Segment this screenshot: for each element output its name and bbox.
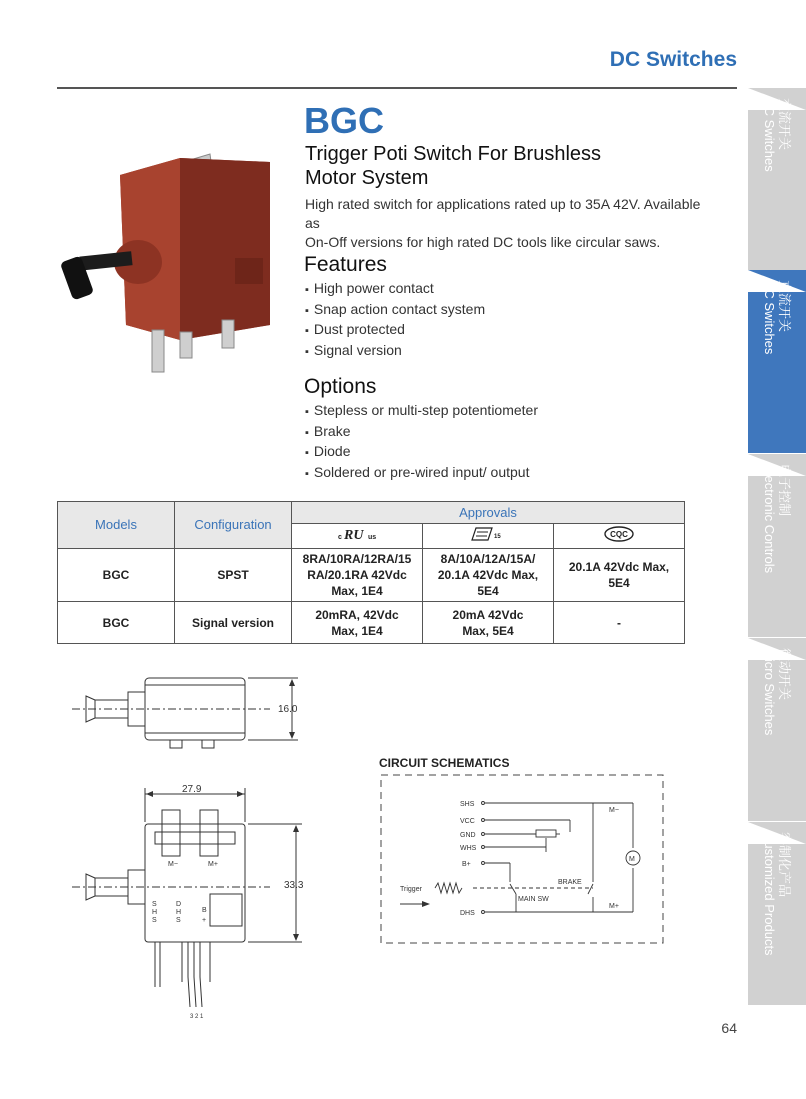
cell-config: Signal version <box>175 602 292 644</box>
enec-mark <box>423 524 554 549</box>
subtitle-line: Trigger Poti Switch For Brushless <box>305 143 602 165</box>
svg-text:S: S <box>152 901 157 908</box>
list-item: ▪ Soldered or pre-wired input/ output <box>305 463 538 484</box>
cell-cqc: - <box>554 602 685 644</box>
product-description <box>305 195 715 252</box>
terminal-m-minus: M− <box>168 861 178 868</box>
label-shs: SHS <box>460 801 475 808</box>
terminal-m-plus: M+ <box>208 861 218 868</box>
tab-label-cn: 客制化产品 <box>777 832 792 898</box>
svg-text:B: B <box>202 907 207 914</box>
description-line: High rated switch for applications rated up to 35A 42V. Available as <box>305 196 701 231</box>
svg-text:S: S <box>176 917 181 924</box>
svg-text:c: c <box>338 534 342 541</box>
cell-model: BGC <box>58 549 175 602</box>
cell-cqc <box>554 549 685 602</box>
header-divider <box>57 87 737 89</box>
section-title: DC Switches <box>609 48 737 71</box>
cqc-logo-icon <box>601 526 637 542</box>
cell-config: SPST <box>175 549 292 602</box>
cell-line: 20mA 42Vdc <box>452 607 524 622</box>
table-row <box>58 549 685 602</box>
tab-label-cn: 微动开关 <box>777 648 792 701</box>
product-photo <box>60 140 280 380</box>
list-item: ▪ Brake <box>305 422 538 443</box>
circuit-schematic <box>378 772 668 947</box>
front-view-drawing <box>70 782 310 1022</box>
cell-enec <box>423 549 554 602</box>
cell-line: 5E4 <box>608 576 630 590</box>
cell-line: 8A/10A/12A/15A/ <box>440 552 536 566</box>
tab-corner <box>748 454 806 476</box>
tab-customized-products[interactable] <box>748 822 806 1005</box>
label-m-minus: M− <box>609 807 619 814</box>
tab-label-cn: 交流开关 <box>777 98 792 151</box>
dim-width-label: 27.9 <box>182 784 202 795</box>
label-brake: BRAKE <box>558 879 582 886</box>
tab-corner <box>748 270 806 292</box>
list-item: ▪ Snap action contact system <box>305 300 485 321</box>
cell-line: 8RA/10RA/12RA/15 <box>302 552 412 566</box>
enec-logo-icon <box>468 526 508 542</box>
svg-text:D: D <box>176 901 182 908</box>
label-dhs: DHS <box>460 910 475 917</box>
tab-label-en: Electronic Controls <box>762 464 777 574</box>
list-item: ▪ Stepless or multi-step potentiometer <box>305 401 538 422</box>
dim-length-label: 33.3 <box>284 880 304 891</box>
header-configuration: Configuration <box>175 502 292 549</box>
tab-micro-switches[interactable] <box>748 638 806 821</box>
svg-text:+: + <box>202 917 207 924</box>
options-list <box>305 401 538 483</box>
list-item: ▪ Signal version <box>305 341 485 362</box>
subtitle-line: Motor System <box>305 167 429 189</box>
tab-label-cn: 直流开关 <box>777 280 792 333</box>
table-row <box>58 602 685 644</box>
cell-line: Max, 1E4 <box>331 584 383 598</box>
ul-logo-icon <box>332 526 382 542</box>
tab-corner <box>748 88 806 110</box>
cell-line: 20mRA, 42Vdc <box>315 607 399 622</box>
cell-line: Max, 1E4 <box>331 623 383 638</box>
motor-icon: M <box>629 856 635 863</box>
features-list <box>305 279 485 361</box>
header-models: Models <box>58 502 175 549</box>
tab-label-en: AC Switches <box>762 98 777 172</box>
tab-ac-switches[interactable] <box>748 88 806 271</box>
tab-label-en: Micro Switches <box>762 648 777 736</box>
cell-line: 20.1A 42Vdc Max, <box>568 560 670 574</box>
label-vcc: VCC <box>460 818 475 825</box>
cell-line: Max, 5E4 <box>462 623 514 638</box>
tab-electronic-controls[interactable] <box>748 454 806 637</box>
description-line: On-Off versions for high rated DC tools like circular saws. <box>305 234 661 250</box>
cell-ul <box>292 549 423 602</box>
cell-ul <box>292 602 423 644</box>
label-whs: WHS <box>460 845 477 852</box>
svg-text:RU: RU <box>344 528 364 542</box>
tab-corner <box>748 638 806 660</box>
product-subtitle <box>305 142 635 190</box>
list-item: ▪ Diode <box>305 442 538 463</box>
tab-corner <box>748 822 806 844</box>
label-gnd: GND <box>460 832 476 839</box>
label-main-sw: MAIN SW <box>518 896 549 903</box>
page-number: 64 <box>721 1020 737 1036</box>
spec-table <box>57 501 685 644</box>
svg-text:15: 15 <box>494 534 501 540</box>
features-heading: Features <box>304 253 387 276</box>
list-item: ▪ High power contact <box>305 279 485 300</box>
side-view-drawing <box>70 670 310 755</box>
svg-text:S: S <box>152 917 157 924</box>
svg-text:CQC: CQC <box>610 530 628 539</box>
label-b-plus: B+ <box>462 861 471 868</box>
label-trigger: Trigger <box>400 886 422 893</box>
svg-text:H: H <box>152 909 158 916</box>
tab-label-en: Customized Products <box>762 832 777 956</box>
cqc-mark <box>554 524 685 549</box>
schematic-title: CIRCUIT SCHEMATICS <box>379 756 510 770</box>
cell-model: BGC <box>58 602 175 644</box>
tab-label-en: DC Switches <box>762 280 777 355</box>
model-name: BGC <box>304 100 384 141</box>
ul-mark <box>292 524 423 549</box>
list-item: ▪ Dust protected <box>305 320 485 341</box>
tab-label-cn: 电子控制 <box>777 464 792 517</box>
tab-dc-switches[interactable] <box>748 270 806 453</box>
svg-text:H: H <box>176 909 182 916</box>
pin-numbers: 3 2 1 <box>190 1014 204 1020</box>
cell-line: RA/20.1RA 42Vdc <box>307 568 407 582</box>
cell-enec <box>423 602 554 644</box>
cell-line: 20.1A 42Vdc Max, 5E4 <box>437 568 539 598</box>
svg-text:us: us <box>368 534 377 541</box>
dim-height-label: 16.0 <box>278 704 298 715</box>
options-heading: Options <box>304 375 377 398</box>
label-m-plus: M+ <box>609 903 619 910</box>
header-approvals: Approvals <box>292 502 685 524</box>
